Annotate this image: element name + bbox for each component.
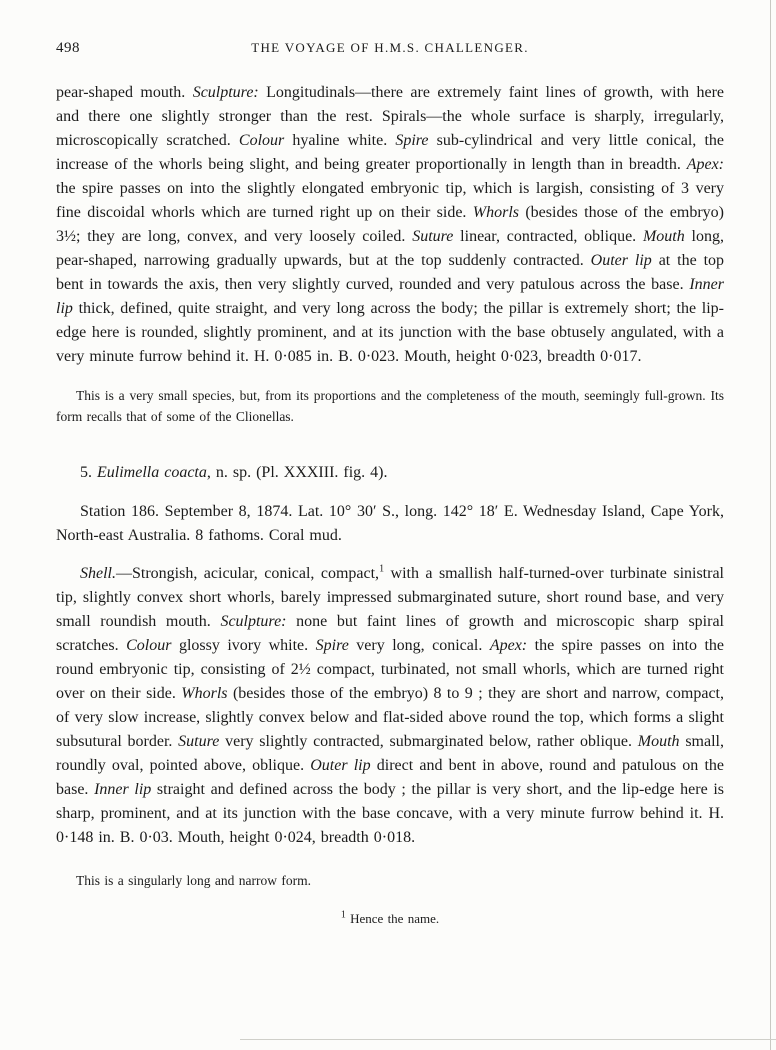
scan-edge-right — [770, 0, 771, 1050]
paragraph-remark-narrow-form: This is a singularly long and narrow form. — [76, 873, 311, 888]
page-header — [56, 40, 724, 57]
page-number: 498 — [56, 40, 80, 56]
page-body — [56, 81, 724, 929]
paragraph-remark-full-grown: This is a very small species, but, from its proportions and the completeness of the mouth, seemingly full-grown. Its form recalls that of some of the Clionellas. — [56, 388, 724, 424]
paragraph-shell-description: Shell.—Strongish, acicular, conical, compact,$^1$ with a smallish half-turned-over turbinate sinistral tip, slightly convex short whorls, barely impressed submarginated suture, short round base, and very small roundish mouth. Sculpture: none but faint lines of growth and microscopic sharp spiral scratches. Colour glossy ivory white. Spire very long, conical. Apex: the spire passes on into the round embryonic tip, consisting of 2½ compact, turbinated, not small whorls, which are turned right over on their side. Whorls (besides those of the embryo) 8 to 9 ; they are short and narrow, compact, of very slow increase, slightly convex below and flat-sided above round the top, which forms a slight subsutural border. Suture very slightly contracted, submarginated below, rather oblique. Mouth small, roundly oval, pointed above, oblique. Outer lip direct and bent in above, round and patulous on the base. Inner lip straight and defined across the body ; the pillar is very short, and the lip-edge here is sharp, prominent, and at its junction with the base concave, with a very minute furrow behind it. H. 0·148 in. B. 0·03. Mouth, height 0·024, breadth 0·018. — [56, 563, 725, 846]
running-title: THE VOYAGE OF H.M.S. CHALLENGER. — [251, 40, 529, 55]
footnote: $^1$ Hence the name. — [340, 909, 440, 926]
paragraph-species-description: pear-shaped mouth. Sculpture: Longitudinals—there are extremely faint lines of growth, with here and there one slightly stronger than the rest. Spirals—the whole surface is sharply, irregularly, microscopically scratched. Colour hyaline white. Spire sub-cylindrical and very little conical, the increase of the whorls being slight, and being greater proportionally in length than in breadth. Apex: the spire passes on into the slightly elongated embryonic tip, which is largish, consisting of 3 very fine discoidal whorls which are turned right up on their side. Whorls (besides those of the embryo) 3½; they are long, convex, and very loosely coiled. Suture linear, contracted, oblique. Mouth long, pear-shaped, narrowing gradually upwards, but at the top suddenly contracted. Outer lip at the top bent in towards the axis, then very slightly curved, rounded and very patulous across the base. Inner lip thick, defined, quite straight, and very long across the body; the pillar is extremely short; the lip-edge here is rounded, slightly prominent, and at its junction with the base obtusely angulated, with a very minute furrow behind it. H. 0·085 in. B. 0·023. Mouth, height 0·023, breadth 0·017. — [56, 84, 725, 365]
species-heading: 5. Eulimella coacta, n. sp. (Pl. XXXIII. fig. 4). — [80, 464, 388, 481]
scan-edge-bottom — [240, 1039, 776, 1040]
paragraph-station-details: Station 186. September 8, 1874. Lat. 10° 30′ S., long. 142° 18′ E. Wednesday Island, Cape York, North-east Australia. 8 fathoms. Coral mud. — [56, 503, 724, 544]
